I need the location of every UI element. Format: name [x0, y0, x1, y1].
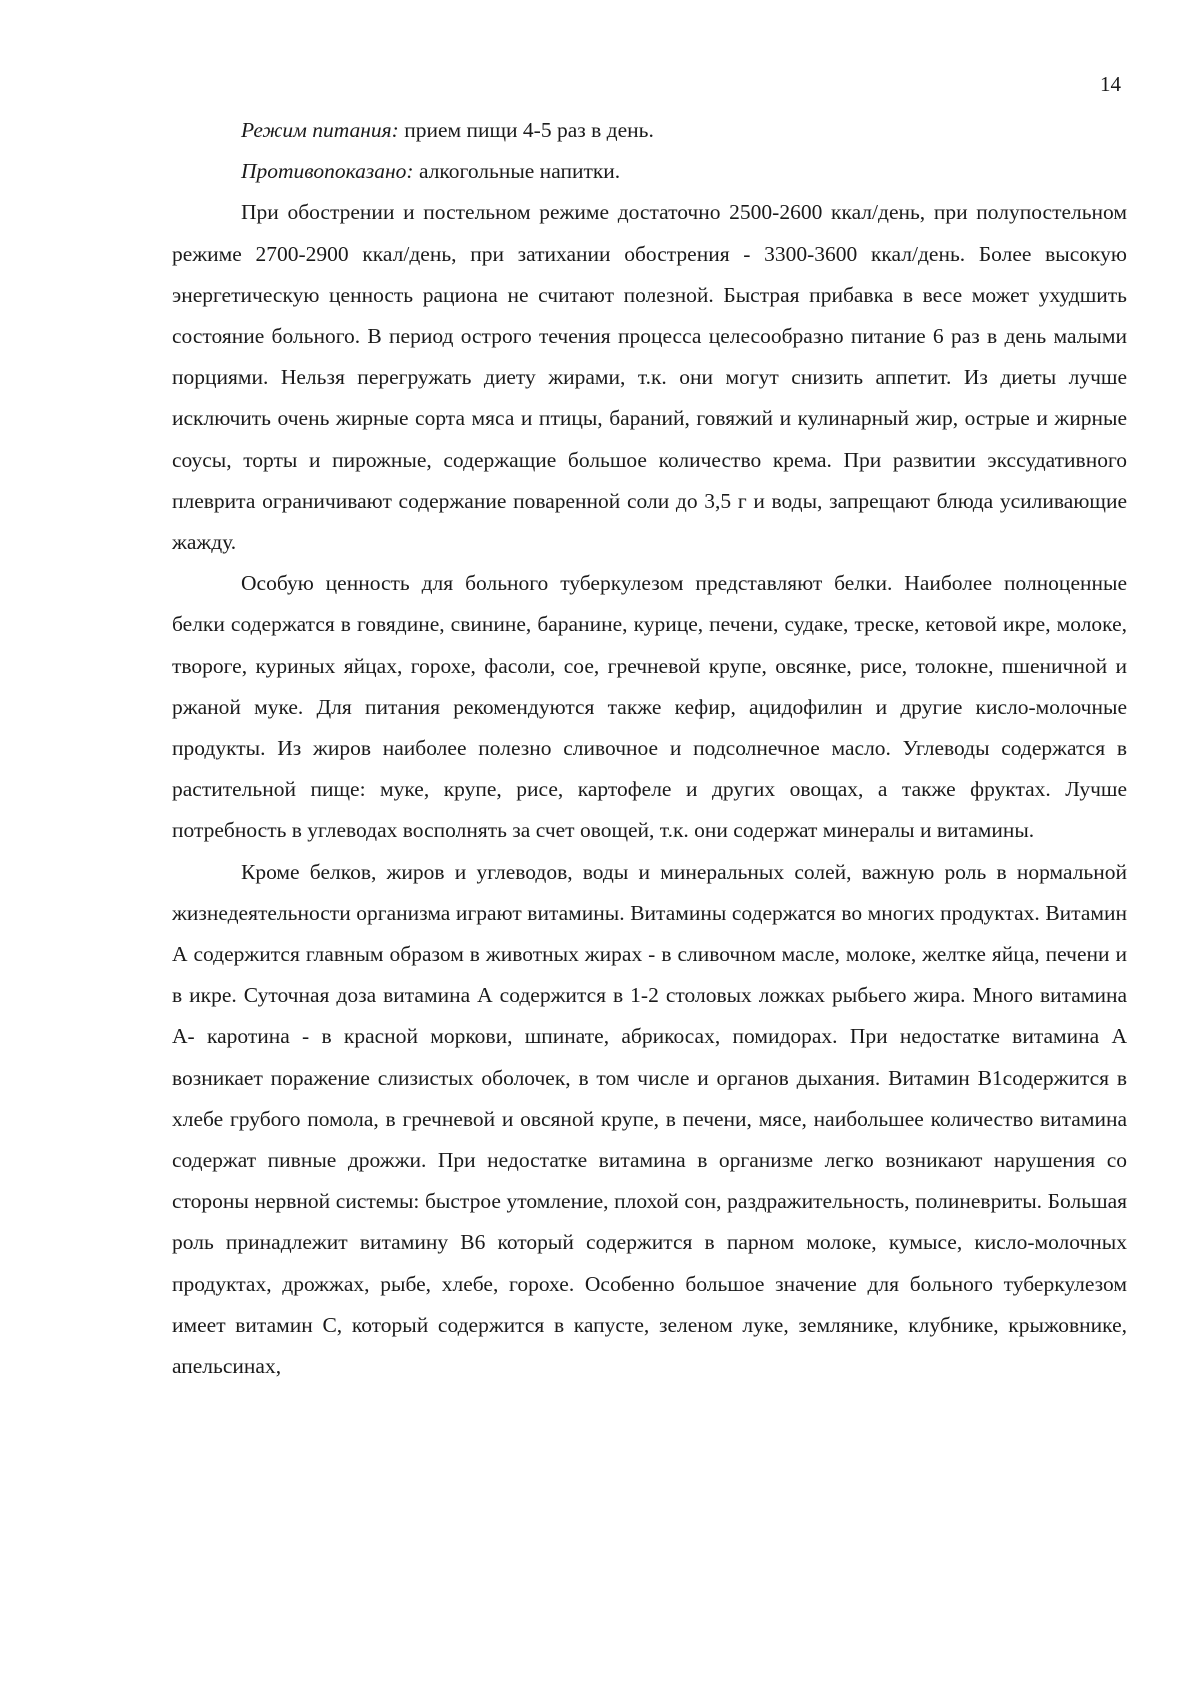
diet-mode-text: прием пищи 4-5 раз в день. — [398, 118, 654, 142]
document-body — [172, 110, 1127, 1387]
diet-mode-line — [172, 110, 1127, 151]
paragraph-proteins: Особую ценность для больного туберкулезом представляют белки. Наиболее полноценные белки содержатся в говядине, свинине, баранине, курице, печени, судаке, треске, кетовой икре, молоке, твороге, куриных яйцах, горохе, фасоли, сое, гречневой крупе, овсянке, рисе, толокне, пшеничной и ржаной муке. Для питания рекомендуются также кефир, ацидофилин и другие кисло-молочные продукты. Из жиров наиболее полезно сливочное и подсолнечное масло. Углеводы содержатся в растительной пище: муке, крупе, рисе, картофеле и других овощах, а также фруктах. Лучше потребность в углеводах восполнять за счет овощей, т.к. они содержат минералы и витамины. — [172, 571, 1127, 843]
paragraph-vitamins: Кроме белков, жиров и углеводов, воды и минеральных солей, важную роль в нормальной жизнедеятельности организма играют витамины. Витамины содержатся во многих продуктах. Витамин А содержится главным образом в животных жирах - в сливочном масле, молоке, желтке яйца, печени и в икре. Суточная доза витамина А содержится в 1-2 столовых ложках рыбьего жира. Много витамина А- каротина - в красной моркови, шпинате, абрикосах, помидорах. При недостатке витамина А возникает поражение слизистых оболочек, в том числе и органов дыхания. Витамин В1содержится в хлебе грубого помола, в гречневой и овсяной крупе, в печени, мясе, наибольшее количество витамина содержат пивные дрожжи. При недостатке витамина в организме легко возникают нарушения со стороны нервной системы: быстрое утомление, плохой сон, раздражительность, полиневриты. Большая роль принадлежит витамину В6 который содержится в парном молоке, кумысе, кисло-молочных продуктах, дрожжах, рыбе, хлебе, горохе. Особенно большое значение для больного туберкулезом имеет витамин С, который содержится в капусте, зеленом луке, землянике, клубнике, крыжовнике, апельсинах, — [172, 859, 1127, 1379]
page-number: 14 — [1100, 72, 1121, 96]
contraindication-label: Противопоказано: — [241, 159, 414, 184]
contraindication-text: алкогольные напитки. — [413, 159, 621, 184]
diet-mode-label: Режим питания: — [241, 118, 399, 142]
contraindication-line — [172, 151, 1127, 192]
paragraph-energy: При обострении и постельном режиме достаточно 2500-2600 ккал/день, при полупостельном режиме 2700-2900 ккал/день, при затихании обострения - 3300-3600 ккал/день. Более высокую энергетическую ценность рациона не считают полезной. Быстрая прибавка в весе может ухудшить состояние больного. В период острого течения процесса целесообразно питание 6 раз в день малыми порциями. Нельзя перегружать диету жирами, т.к. они могут снизить аппетит. Из диеты лучше исключить очень жирные сорта мяса и птицы, бараний, говяжий и кулинарный жир, острые и жирные соусы, торты и пирожные, содержащие большое количество крема. При развитии экссудативного плеврита ограничивают содержание поваренной соли до 3,5 г и воды, запрещают блюда усиливающие жажду. — [172, 200, 1127, 555]
